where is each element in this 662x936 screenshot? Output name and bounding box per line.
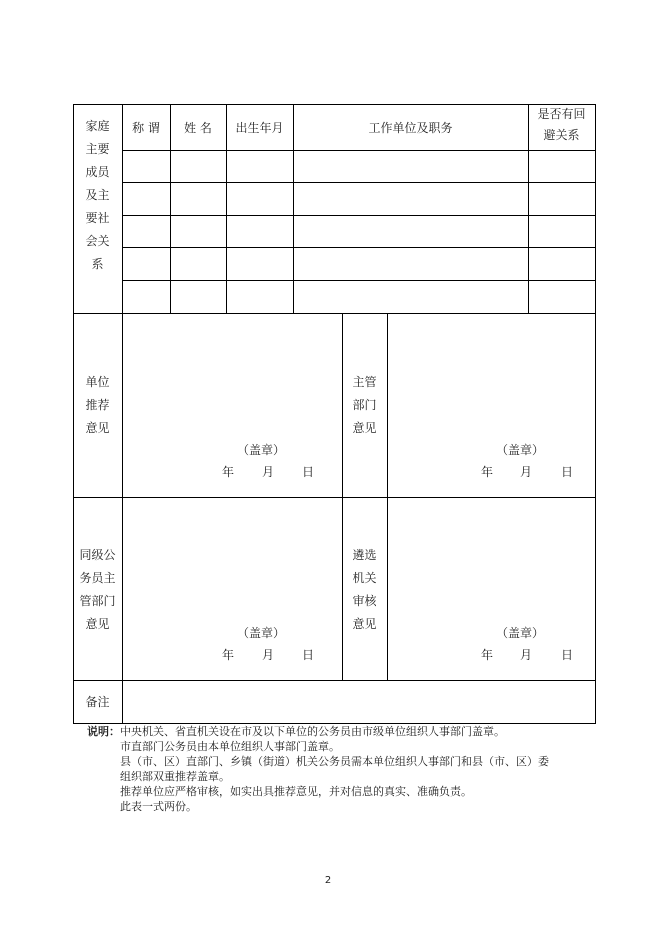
note-line: 中央机关、省直机关设在市及以下单位的公务员由市级单位组织人事部门盖章。	[120, 725, 505, 738]
family-section-label: 成员	[85, 165, 110, 179]
family-input-cell[interactable]	[226, 280, 294, 314]
family-input-cell[interactable]	[226, 247, 294, 281]
notes-label: 说明：	[87, 725, 120, 738]
seal-text: （盖章）	[495, 626, 544, 640]
family-input-cell[interactable]	[122, 280, 171, 314]
family-input-cell[interactable]	[122, 215, 171, 248]
family-section-label: 系	[91, 257, 104, 271]
seal-text: （盖章）	[236, 626, 285, 640]
remarks-input[interactable]	[122, 680, 596, 724]
note-line: 市直部门公务员由本单位组织人事部门盖章。	[120, 740, 340, 753]
date-day: 日	[301, 465, 314, 479]
date-year: 年	[480, 465, 493, 479]
selecting-org-review-label: 审核	[352, 594, 377, 608]
supervisor-dept-opinion-label: 意见	[352, 421, 377, 435]
date-month: 月	[261, 648, 274, 662]
date-month: 月	[261, 465, 274, 479]
date-year: 年	[221, 648, 234, 662]
selecting-org-review-label: 机关	[352, 571, 377, 585]
note-line: 推荐单位应严格审核，如实出具推荐意见，并对信息的真实、准确负责。	[120, 785, 472, 798]
unit-recommendation-label: 意见	[85, 421, 110, 435]
family-input-cell[interactable]	[170, 215, 227, 248]
unit-recommendation-label: 推荐	[85, 398, 110, 412]
note-line: 此表一式两份。	[120, 800, 197, 813]
family-input-cell[interactable]	[528, 182, 596, 216]
date-day: 日	[560, 648, 573, 662]
supervisor-dept-opinion-label: 部门	[352, 398, 377, 412]
civil-service-dept-opinion-label: 管部门	[79, 594, 116, 608]
date-year: 年	[221, 465, 234, 479]
family-input-cell[interactable]	[170, 280, 227, 314]
family-input-cell[interactable]	[170, 150, 227, 183]
family-input-cell[interactable]	[528, 280, 596, 314]
family-section-label-cell	[73, 104, 123, 314]
notes	[87, 724, 549, 814]
page-number: 2	[324, 875, 332, 886]
family-input-cell[interactable]	[293, 247, 529, 281]
date-day: 日	[301, 648, 314, 662]
family-input-cell[interactable]	[293, 150, 529, 183]
note-line: 组织部双重推荐盖章。	[120, 770, 230, 783]
family-input-cell[interactable]	[122, 150, 171, 183]
family-section-label: 要社	[85, 211, 110, 225]
family-input-cell[interactable]	[293, 182, 529, 216]
family-section-label: 家庭	[85, 119, 110, 133]
family-input-cell[interactable]	[528, 215, 596, 248]
family-input-cell[interactable]	[293, 280, 529, 314]
civil-service-dept-opinion-label: 同级公	[79, 548, 116, 562]
unit-recommendation-label: 单位	[85, 375, 110, 389]
remarks-label: 备注	[85, 695, 110, 709]
column-header: 是否有回避关系	[537, 107, 586, 142]
family-input-cell[interactable]	[170, 247, 227, 281]
column-header: 工作单位及职务	[368, 121, 453, 135]
family-input-cell[interactable]	[226, 182, 294, 216]
column-header: 出生年月	[235, 121, 284, 135]
seal-text: （盖章）	[236, 443, 285, 457]
family-section-label: 主要	[85, 142, 110, 156]
family-input-cell[interactable]	[226, 215, 294, 248]
civil-service-dept-opinion-label: 意见	[85, 617, 110, 631]
family-input-cell[interactable]	[293, 215, 529, 248]
family-input-cell[interactable]	[170, 182, 227, 216]
column-header: 姓 名	[184, 121, 212, 135]
note-line: 县（市、区）直部门、乡镇（街道）机关公务员需本单位组织人事部门和县（市、区）委	[120, 755, 549, 768]
family-input-cell[interactable]	[528, 150, 596, 183]
date-day: 日	[560, 465, 573, 479]
date-month: 月	[519, 648, 532, 662]
family-input-cell[interactable]	[528, 247, 596, 281]
family-section-label: 及主	[85, 188, 110, 202]
family-input-cell[interactable]	[226, 150, 294, 183]
family-input-cell[interactable]	[122, 247, 171, 281]
family-section-label: 会关	[85, 234, 110, 248]
supervisor-dept-opinion-label: 主管	[352, 375, 377, 389]
date-year: 年	[480, 648, 493, 662]
date-month: 月	[519, 465, 532, 479]
column-header: 称 谓	[132, 121, 160, 135]
selecting-org-review-label: 遴选	[352, 548, 377, 562]
seal-text: （盖章）	[495, 443, 544, 457]
selecting-org-review-label: 意见	[352, 617, 377, 631]
civil-service-dept-opinion-label: 务员主	[79, 571, 116, 585]
family-input-cell[interactable]	[122, 182, 171, 216]
